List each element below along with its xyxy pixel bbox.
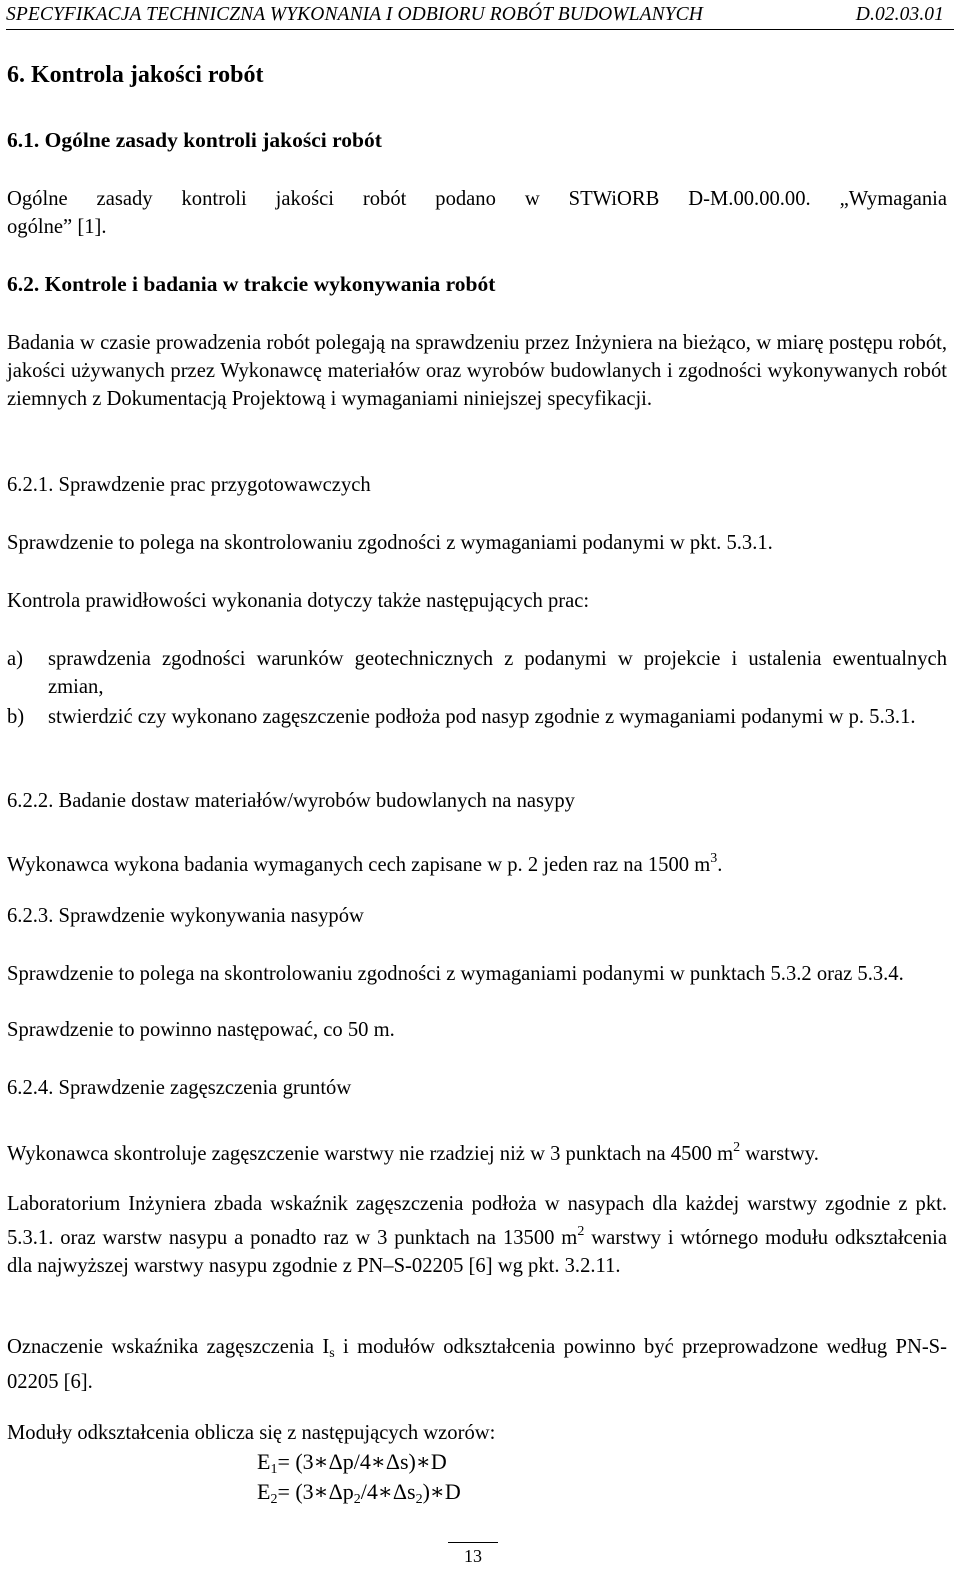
- formula-expression: /4∗Δs: [360, 1479, 416, 1504]
- superscript: 2: [577, 1224, 585, 1239]
- formula-subscript: 2: [415, 1492, 423, 1507]
- formula-subscript: 2: [353, 1492, 361, 1507]
- document-title: SPECYFIKACJA TECHNICZNA WYKONANIA I ODBIORU ROBÓT BUDOWLANYCH: [6, 4, 703, 25]
- paragraph-text: Wykonawca wykona badania wymaganych cech zapisane w p. 2 jeden raz na 1500 m: [7, 854, 711, 876]
- superscript: 2: [733, 1140, 741, 1155]
- paragraph-text: .: [717, 854, 723, 876]
- formula-subscript: 2: [270, 1492, 278, 1507]
- section-6-2-3-paragraph-1: Sprawdzenie to polega na skontrolowaniu zgodności z wymaganiami podanymi w punktach 5.3.2 oraz 5.3.4.: [7, 963, 904, 985]
- formula-e2: [257, 1478, 461, 1514]
- section-6-2-2-paragraph: [7, 845, 947, 879]
- document-code: D.02.03.01: [855, 4, 944, 25]
- section-6-2-4-paragraph-3: [7, 1333, 947, 1396]
- list-item-text: stwierdzić czy wykonano zagęszczenie podłoża pod nasyp zgodnie z wymaganiami podanymi w p. 5.3.1.: [48, 706, 916, 728]
- section-6-2-2-heading: 6.2.2. Badanie dostaw materiałów/wyrobów budowlanych na nasypy: [7, 790, 575, 812]
- formula-expression: = (3∗Δp/4∗Δs)∗D: [277, 1449, 447, 1474]
- paragraph-text: i modułów odkształcenia powinno być przeprowadzone według PN-S-02205 [6].: [7, 1336, 947, 1393]
- subscript: s: [329, 1346, 335, 1361]
- section-6-2-4-paragraph-1: [7, 1134, 947, 1168]
- formula-symbol: E: [257, 1479, 271, 1504]
- section-6-1-heading: 6.1. Ogólne zasady kontroli jakości robót: [7, 128, 382, 152]
- formula-subscript: 1: [270, 1462, 278, 1477]
- list-item-label: b): [7, 706, 25, 728]
- section-6-2-4-paragraph-4: Moduły odkształcenia oblicza się z następujących wzorów:: [7, 1422, 496, 1444]
- section-6-1-line-1: Ogólne zasady kontroli jakości robót podano w STWiORB D-M.00.00.00. „Wymagania: [7, 188, 947, 210]
- section-6-2-4-paragraph-2: [7, 1190, 947, 1280]
- section-6-1-line-2: ogólne” [1].: [7, 216, 107, 238]
- page-header: [6, 3, 954, 30]
- superscript: 3: [710, 851, 718, 866]
- paragraph-text: warstwy i wtórnego modułu odkształcenia dla najwyższej warstwy nasypu zgodnie z PN–S-02205 [6] wg pkt. 3.2.11.: [7, 1227, 947, 1277]
- paragraph-text: Laboratorium Inżyniera zbada wskaźnik zagęszczenia podłoża w nasypach dla każdej warstwy zgodnie z pkt. 5.3.1. oraz warstw nasypu a ponadto raz w 3 punktach na 13500 m: [7, 1193, 947, 1249]
- paragraph-text: warstwy.: [740, 1143, 819, 1165]
- section-6-2-3-paragraph-2: Sprawdzenie to powinno następować, co 50 m.: [7, 1019, 395, 1041]
- section-6-2-1-paragraph-1: Sprawdzenie to polega na skontrolowaniu zgodności z wymaganiami podanymi w pkt. 5.3.1.: [7, 532, 773, 554]
- section-6-2-3-heading: 6.2.3. Sprawdzenie wykonywania nasypów: [7, 905, 364, 927]
- section-6-2-4-heading: 6.2.4. Sprawdzenie zagęszczenia gruntów: [7, 1077, 352, 1099]
- paragraph-text: Wykonawca skontroluje zagęszczenie warstwy nie rzadziej niż w 3 punktach na 4500 m: [7, 1143, 734, 1165]
- section-6-2-paragraph: Badania w czasie prowadzenia robót polegają na sprawdzeniu przez Inżyniera na bieżąco, w miarę postępu robót, jakości używanych przez Wykonawcę materiałów oraz wyrobów budowlanych i zgodności wykonywanych robót ziemnych z Dokumentacją Projektową i wymaganiami niniejszej specyfikacji.: [7, 332, 947, 410]
- section-6-2-1-paragraph-2: Kontrola prawidłowości wykonania dotyczy także następujących prac:: [7, 590, 590, 612]
- footer-divider: [448, 1542, 498, 1543]
- formula-expression: )∗D: [422, 1479, 461, 1504]
- page-number: 13: [464, 1546, 482, 1566]
- formula-expression: = (3∗Δp: [277, 1479, 354, 1504]
- section-6-2-1-heading: 6.2.1. Sprawdzenie prac przygotowawczych: [7, 474, 371, 496]
- section-6-heading: 6. Kontrola jakości robót: [7, 62, 264, 88]
- formula-symbol: E: [257, 1449, 271, 1474]
- section-6-2-heading: 6.2. Kontrole i badania w trakcie wykonywania robót: [7, 272, 496, 296]
- list-item-label: a): [7, 648, 23, 670]
- list-item-text: sprawdzenia zgodności warunków geotechnicznych z podanymi w projekcie i ustalenia ewentualnych zmian,: [48, 648, 947, 698]
- paragraph-text: Oznaczenie wskaźnika zagęszczenia I: [7, 1336, 330, 1358]
